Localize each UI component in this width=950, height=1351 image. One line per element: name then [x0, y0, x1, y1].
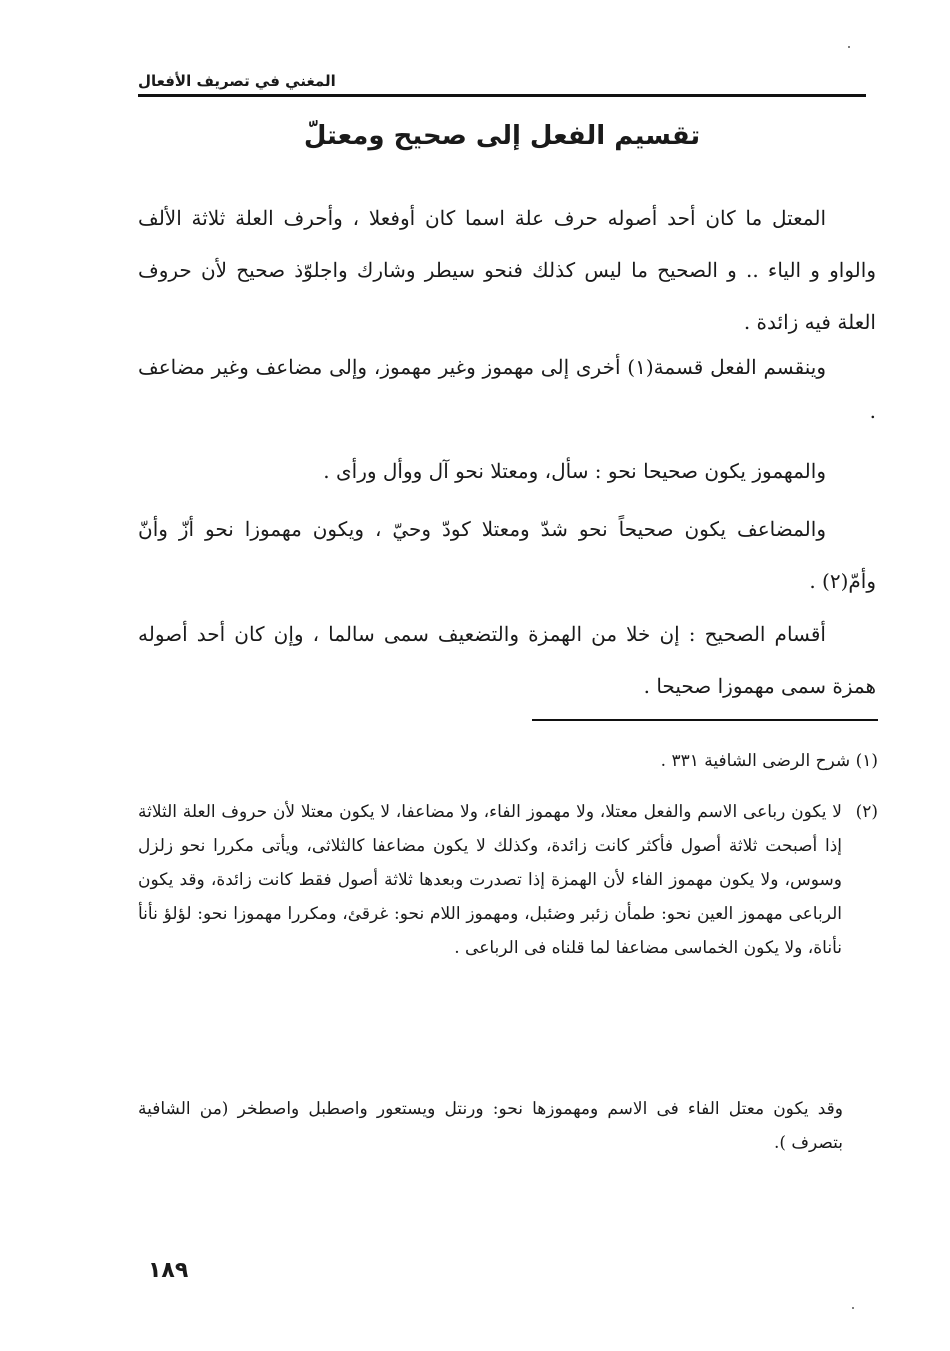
paragraph-5: أقسام الصحيح : إن خلا من الهمزة والتضعيف سمى سالما ، وإن كان أحد أصوله همزة سمى مهموزا صحيحا .: [138, 622, 876, 698]
footnote-2: [138, 795, 878, 965]
running-header-title: المغني في تصريف الأفعال: [138, 72, 336, 90]
scan-speck: [852, 1307, 854, 1309]
section-title: تقسيم الفعل إلى صحيح ومعتلّ: [303, 121, 701, 151]
footnote-2-text: لا يكون رباعى الاسم والفعل معتلا، ولا مهموز الفاء، ولا مضاعفا، لا يكون معتلا لأن حروف العلة الثلاثة إذا أصبحت ثلاثة أصول فأكثر كانت زائدة، وكذلك لا يكون مضاعفا كالثلاثى، ويأتى مكررا نحو زلزل وسوس، ولا يكون مهموز الفاء لأن الهمزة إذا تصدرت وبعدها ثلاثة أصول فقط كانت زائدة، وقد يكون الرباعى مهموز العين نحو: طمأن زئبر وضئبل، ومهموز اللام نحو: غرقئ، ومكررا مهموزا نحو: لؤلؤ نأنأ نأناة، ولا يكون الخماسى مضاعفا لما قلناه فى الرباعى .: [138, 802, 842, 958]
page-number: ١٨٩: [148, 1258, 189, 1283]
footnote-2-continuation: وقد يكون معتل الفاء فى الاسم ومهموزها نحو: ورنتل ويستعور واصطبل واصطخر (من الشافية بتصرف ).: [138, 1099, 843, 1153]
scan-speck: [848, 46, 850, 48]
paragraph-1: المعتل ما كان أحد أصوله حرف علة اسما كان أوفعلا ، وأحرف العلة ثلاثة الألف والواو و الياء .. و الصحيح ما ليس كذلك فنحو سيطر وشارك واجلوّذ صحيح لأن حروف العلة فيه زائدة .: [138, 206, 876, 334]
paragraph-4: والمضاعف يكون صحيحاً نحو شدّ ومعتلا كودّ وحيّ ، ويكون مهموزا نحو أزّ وأنّ وأمّ(٢) .: [138, 517, 876, 593]
footnote-1: (١) شرح الرضى الشافية ٣٣١ .: [660, 751, 878, 771]
header-rule: [138, 94, 866, 97]
paragraph-3: والمهموز يكون صحيحا نحو : سأل، ومعتلا نحو آل ووأل ورأى .: [323, 459, 826, 483]
footnote-separator: [532, 719, 878, 721]
paragraph-2: وينقسم الفعل قسمة(١) أخرى إلى مهموز وغير مهموز، وإلى مضاعف وغير مضاعف .: [138, 355, 876, 423]
footnote-2-number: (٢): [855, 802, 878, 822]
